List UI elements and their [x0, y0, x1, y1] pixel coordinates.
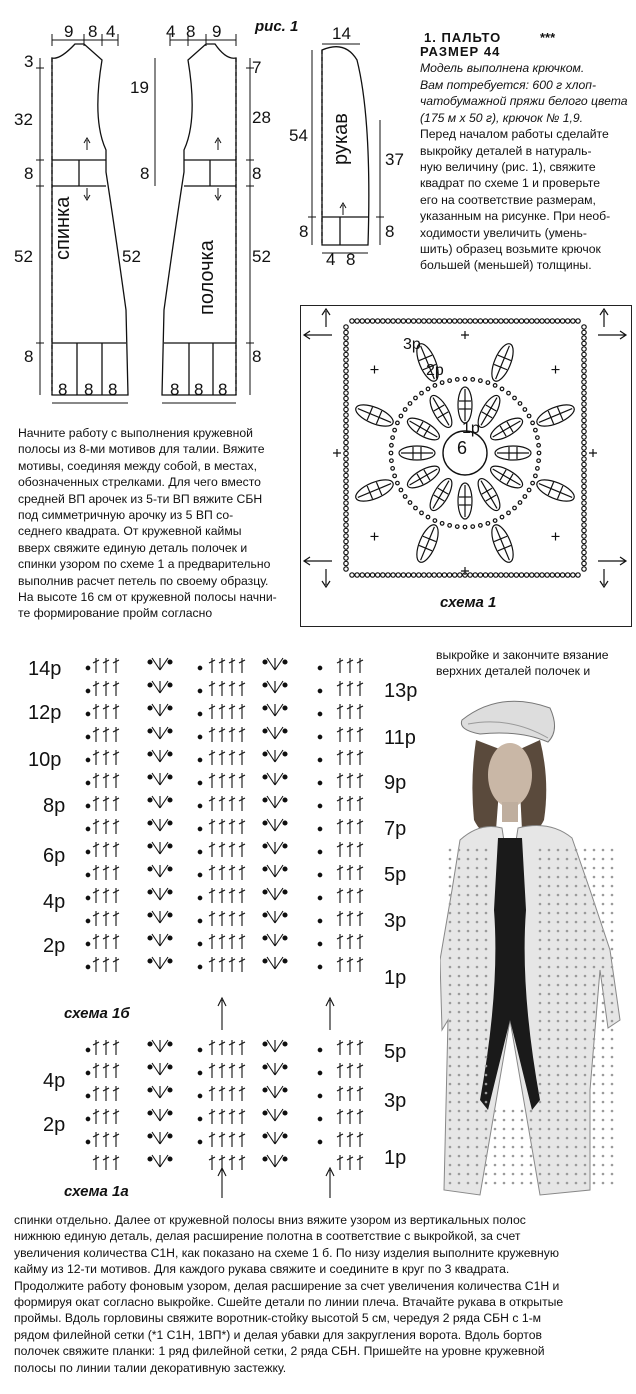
text-line: проймы. Вдоль горловины свяжите воротник-стойку высотой 5 см, чередуя 2 ряда СБН с 1-м [14, 1311, 542, 1326]
continued-text [436, 647, 632, 680]
scheme1b-row-label: 13р [384, 680, 418, 702]
scheme1-motif [302, 307, 628, 623]
back-bottom-dim: 8 [84, 380, 94, 399]
back-left-dim: 3 [24, 52, 34, 71]
front-right-dim: 7 [252, 58, 262, 77]
front-bottom-dim: 8 [170, 380, 180, 399]
scheme1b-row-label: 1р [384, 967, 407, 989]
article-line: (175 м х 50 г), крючок № 1,9. [420, 110, 584, 125]
text-line: выкройке и закончите вязание [436, 648, 609, 662]
scheme1a-caption: схема 1а [64, 1183, 129, 1200]
scheme1b-row-label: 4р [43, 891, 66, 913]
text-line: седнего квадрата. От кружевной каймы [18, 524, 242, 539]
text-line: увеличения количества С1Н, как показано на схеме 1 б. По низу изделия выполните кружевную [14, 1245, 559, 1260]
scheme1b-row-label: 10р [28, 749, 62, 771]
sleeve-bottom-dim: 8 [346, 250, 356, 269]
text-line: кайму из 12-ти мотивов. Для каждого рукава свяжите и соедините в круг по 3 квадрата. [14, 1262, 510, 1277]
scheme1b-row-label: 2р [43, 935, 66, 957]
scheme1b-row-label: 5р [384, 864, 407, 886]
front-right-dim: 28 [252, 108, 271, 127]
sleeve-right-dim: 37 [385, 150, 404, 169]
front-top-dim: 9 [212, 22, 222, 41]
article-line: Перед началом работы сделайте [420, 127, 609, 142]
text-line: верхних деталей полочек и [436, 664, 591, 679]
back-top-dim: 8 [88, 22, 98, 41]
text-line: формируя окат согласно выкройке. Сшейте детали по линии плеча. Втачайте рукава в открытые [14, 1295, 564, 1310]
front-right-dim: 8 [252, 164, 262, 183]
text-line: нижнюю единую деталь, делая расширение полотна в соответствие с выкройкой, за счет [14, 1229, 521, 1244]
text-line: полочек свяжите планки: 1 ряд филейной сетки, 2 ряда СБН. Пришейте на уровне кружевной [14, 1344, 545, 1359]
sleeve-top-dim: 14 [332, 24, 351, 43]
article-line: шить) образец возьмите крючок [420, 242, 601, 257]
front-left-dim: 8 [140, 164, 150, 183]
text-line: рядом филейной сетки (*1 С1Н, 1ВП*) и делая убавки для закругления ворота. Вдоль бортов [14, 1327, 542, 1342]
article-line: ходимости увеличить (умень- [420, 225, 587, 240]
scheme1a-row-label: 4р [43, 1070, 66, 1092]
text-line: На высоте 16 см от кружевной полосы начни- [18, 590, 277, 605]
article-model: Модель выполнена крючком. [420, 61, 585, 75]
text-line: полосы из 8-ми мотивов для талии. Вяжите [18, 442, 265, 457]
front-right-dim: 52 [252, 247, 271, 266]
article-line: ную величину (рис. 1), свяжите [420, 160, 596, 175]
model-photo [440, 690, 632, 1210]
scheme1-center-number: 6 [457, 438, 468, 458]
scheme1b-row-label: 6р [43, 845, 66, 867]
bottom-text [14, 1212, 630, 1376]
text-line: средней ВП арочек из 5-ти ВП вяжите СБН [18, 491, 263, 506]
scheme1b-row-label: 8р [43, 795, 66, 817]
back-right-dim: 52 [122, 247, 141, 266]
text-line: мотивы, соединяя между собой, в местах, [18, 458, 257, 473]
back-bottom-dim: 8 [108, 380, 118, 399]
back-left-dim: 32 [14, 110, 33, 129]
front-top-dim: 8 [186, 22, 196, 41]
article-line: указанным на рисунке. При необ- [420, 209, 611, 224]
article-body [420, 77, 632, 274]
scheme1-caption: схема 1 [440, 594, 497, 611]
scheme1-row-label: 2р [426, 362, 444, 379]
text-line: вверх свяжите единую деталь полочек и [18, 540, 248, 555]
scheme1-row-label: 1р [462, 420, 480, 437]
article-line: Вам потребуется: 600 г хлоп- [420, 78, 597, 92]
scheme1-row-label: 3р [403, 336, 421, 353]
front-piece-label: полочка [196, 240, 218, 315]
back-left-dim: 8 [24, 164, 34, 183]
back-top-dim: 9 [64, 22, 74, 41]
back-left-dim: 52 [14, 247, 33, 266]
sleeve-left-dim: 54 [289, 126, 308, 145]
text-line: Начните работу с выполнения кружевной [18, 426, 253, 440]
intro-text [18, 425, 296, 622]
text-line: спинки отдельно. Далее от кружевной полосы вниз вяжите узором из вертикальных полос [14, 1213, 526, 1227]
stitch-charts [0, 640, 440, 1200]
back-top-dim: 4 [106, 22, 116, 41]
back-piece-label: спинка [52, 196, 74, 260]
scheme1a-row-label: 2р [43, 1114, 66, 1136]
text-line: те формирование пройм согласно [18, 606, 213, 621]
article-line: большей (меньшей) толщины. [420, 258, 592, 273]
scheme1a-row-label: 5р [384, 1041, 407, 1063]
rating-stars: *** [540, 30, 556, 45]
article-title: 1. ПАЛЬТО [424, 30, 502, 45]
article-line: выкройку деталей в натураль- [420, 143, 592, 158]
scheme1b-row-label: 7р [384, 818, 407, 840]
scheme1a-row-label: 1р [384, 1147, 407, 1169]
text-line: обозначенных стрелками. Для чего вместо [18, 475, 261, 490]
scheme1b-row-label: 3р [384, 910, 407, 932]
front-right-dim: 8 [252, 347, 262, 366]
scheme1b-row-label: 14р [28, 658, 62, 680]
text-line: полосы по линии талии декоративную застежку. [14, 1360, 287, 1375]
sleeve-right-dim: 8 [385, 222, 395, 241]
article-size: РАЗМЕР 44 [420, 44, 501, 59]
back-bottom-dim: 8 [58, 380, 68, 399]
scheme1b-caption: схема 1б [64, 1005, 130, 1022]
scheme1b-row-label: 12р [28, 702, 62, 724]
text-line: Продолжите работу фоновым узором, делая расширение за счет увеличения количества С1Н и [14, 1278, 560, 1293]
scheme1a-row-label: 3р [384, 1090, 407, 1112]
scheme1b-row-label: 11р [384, 727, 416, 749]
sleeve-left-dim: 8 [299, 222, 309, 241]
scheme1b-row-label: 9р [384, 772, 407, 794]
front-left-dim: 19 [130, 78, 149, 97]
text-line: выполнив расчет петель по своему образцу. [18, 573, 269, 588]
sleeve-bottom-dim: 4 [326, 250, 336, 269]
back-left-dim: 8 [24, 347, 34, 366]
text-line: под симметричную арочку из 5 ВП со- [18, 508, 234, 523]
article-line: его на соответствие размерам, [420, 192, 596, 207]
article-line: чатобумажной пряжи белого цвета [420, 94, 628, 109]
text-line: спинки узором по схеме 1 а предварительно [18, 557, 271, 572]
sleeve-piece-label: рукав [330, 113, 352, 165]
figure-label: рис. 1 [255, 18, 299, 35]
article-line: квадрат по схеме 1 и проверьте [420, 176, 600, 191]
front-bottom-dim: 8 [218, 380, 228, 399]
front-top-dim: 4 [166, 22, 176, 41]
front-bottom-dim: 8 [194, 380, 204, 399]
